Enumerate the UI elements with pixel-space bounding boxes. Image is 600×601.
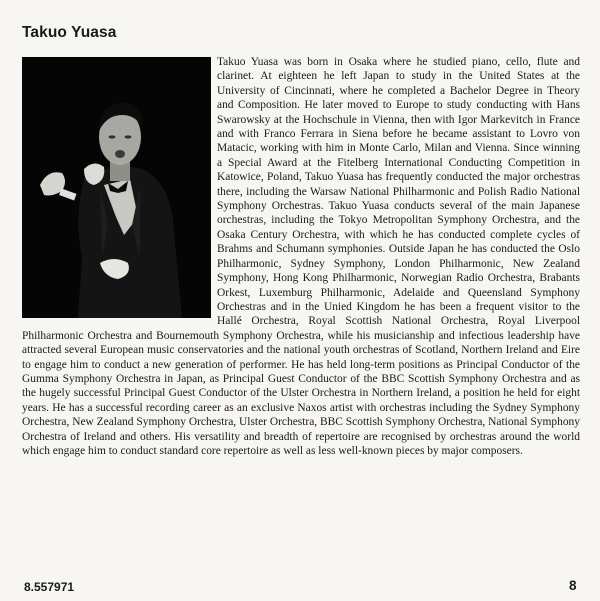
page-number: 8	[569, 578, 577, 593]
biography-text	[22, 55, 580, 458]
biography-body: Takuo Yuasa was born in Osaka where he studied piano, cello, flute and clarinet. At eighteen he left Japan to study in the United States at the University of Cincinnati, where he completed a Bachelor Degree in Theory and Composition. He later moved to Europe to study conducting with Hans Swarowsky at the Hochschule in Vienna, then with Igor Markevitch in France and with Franco Ferrara in Siena before he became assistant to Lovro von Matacic, working with him in Monte Carlo, Milan and Vienna. Since winning a Special Award at the Fitelberg International Conducting Competition in Katowice, Poland, Takuo Yuasa has frequently conducted the major orchestras there, including the Warsaw National Philharmonic and Polish Radio National Symphony Orchestras. Takuo Yuasa conducts several of the main Japanese orchestras, including the Tokyo Metropolitan Symphony Orchestra, and the Osaka Century Orchestra, with which he has conducted complete cycles of Brahms and Schumann symphonies. Outside Japan he has conducted the Oslo Philharmonic, Sydney Symphony, London Philharmonic, New Zealand Symphony, Hong Kong Philharmonic, Norwegian Radio Orchestra, Brabants Orkest, Luxemburg Philharmonic, Adelaide and Queensland Symphony Orchestras and in the Unied Kingdom he has been a frequent visitor to the Hallé Orchestra, Royal Scottish National Orchestra, Royal Liverpool Philharmonic Orchestra and Bournemouth Symphony Orchestra, while his musicianship and infectious leadership have attracted several European music conservatories and the national youth orchestras of Scotland, Northern Ireland and Eire to engage him to conduct a new generation of performer. He has held long-term positions as Principal Conductor of the Gumma Symphony Orchestra in Japan, as Principal Guest Conductor of the BBC Scottish Symphony Orchestra and as the hugely successful Principal Guest Conductor of the Ulster Orchestra in Northern Ireland, a position he held for eight years. He has a successful recording career as an exclusive Naxos artist with orchestras including the Sydney Symphony Orchestra, New Zealand Symphony Orchestra, Ulster Orchestra, BBC Scottish Symphony Orchestra, National Symphony Orchestra of Ireland and others. His versatility and breadth of repertoire are recognised by orchestras around the world which engage him to conduct standard core repertoire as well as less well-known pieces by major composers.	[22, 56, 580, 457]
page-title: Takuo Yuasa	[22, 24, 117, 41]
catalog-number: 8.557971	[24, 580, 75, 594]
photo-wrap-spacer	[22, 55, 213, 323]
